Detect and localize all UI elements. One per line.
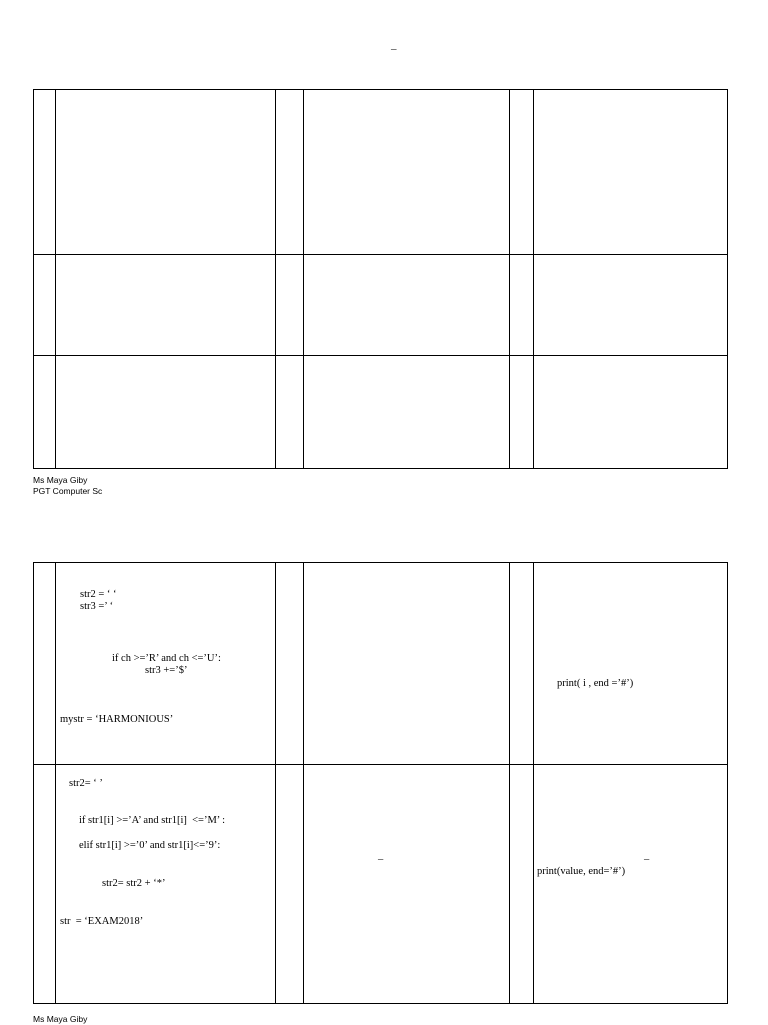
marks-cell xyxy=(510,255,534,356)
output-mark: – xyxy=(644,854,650,865)
answer-cell xyxy=(304,90,510,255)
question-cell xyxy=(56,356,276,469)
marks-cell xyxy=(510,356,534,469)
table-row xyxy=(34,255,728,356)
question-cell xyxy=(56,90,276,255)
page1-footer xyxy=(33,475,102,497)
code-line: mystr = ‘HARMONIOUS’ xyxy=(60,714,174,725)
question-cell xyxy=(56,255,276,356)
author-designation: PGT Computer Sc xyxy=(33,486,103,496)
answer-cell xyxy=(534,563,728,765)
serial-cell xyxy=(34,765,56,1004)
question-table-page2 xyxy=(33,562,728,1004)
marks-cell xyxy=(510,563,534,765)
answer-cell xyxy=(534,356,728,469)
output-mark: – xyxy=(378,854,384,865)
answer-cell xyxy=(534,90,728,255)
author-name: Ms Maya Giby xyxy=(33,1014,88,1024)
answer-cell xyxy=(534,255,728,356)
page2-footer xyxy=(33,1014,87,1025)
code-line: if ch >=’R’ and ch <=’U’: xyxy=(112,653,221,664)
question-table-page1 xyxy=(33,89,728,469)
serial-cell xyxy=(34,90,56,255)
marks-cell xyxy=(510,765,534,1004)
code-line: str = ‘EXAM2018’ xyxy=(60,916,144,927)
print-statement: print( i , end =’#’) xyxy=(557,678,634,689)
answer-cell xyxy=(534,765,728,1004)
code-line: str2= ‘ ’ xyxy=(69,778,103,789)
marks-cell xyxy=(276,90,304,255)
code-line: elif str1[i] >=’0’ and str1[i]<=’9’: xyxy=(79,840,221,851)
question-cell xyxy=(56,563,276,765)
print-statement: print(value, end=’#’) xyxy=(537,866,626,877)
table-row xyxy=(34,765,728,1004)
code-line: str3 +=’$’ xyxy=(145,665,188,676)
header-mark: – xyxy=(391,43,397,55)
serial-cell xyxy=(34,563,56,765)
table-row xyxy=(34,90,728,255)
code-line: str2= str2 + ‘*’ xyxy=(102,878,166,889)
question-cell xyxy=(56,765,276,1004)
answer-cell xyxy=(304,563,510,765)
answer-cell xyxy=(304,765,510,1004)
table-row xyxy=(34,563,728,765)
code-line: str2 = ‘ ‘ xyxy=(80,589,117,600)
serial-cell xyxy=(34,255,56,356)
code-line: if str1[i] >=’A’ and str1[i] <=’M’ : xyxy=(79,815,226,826)
marks-cell xyxy=(276,765,304,1004)
marks-cell xyxy=(276,356,304,469)
answer-cell xyxy=(304,356,510,469)
marks-cell xyxy=(510,90,534,255)
marks-cell xyxy=(276,563,304,765)
code-line: str3 =’ ‘ xyxy=(80,601,114,612)
serial-cell xyxy=(34,356,56,469)
table-row xyxy=(34,356,728,469)
answer-cell xyxy=(304,255,510,356)
author-name: Ms Maya Giby xyxy=(33,475,88,485)
marks-cell xyxy=(276,255,304,356)
